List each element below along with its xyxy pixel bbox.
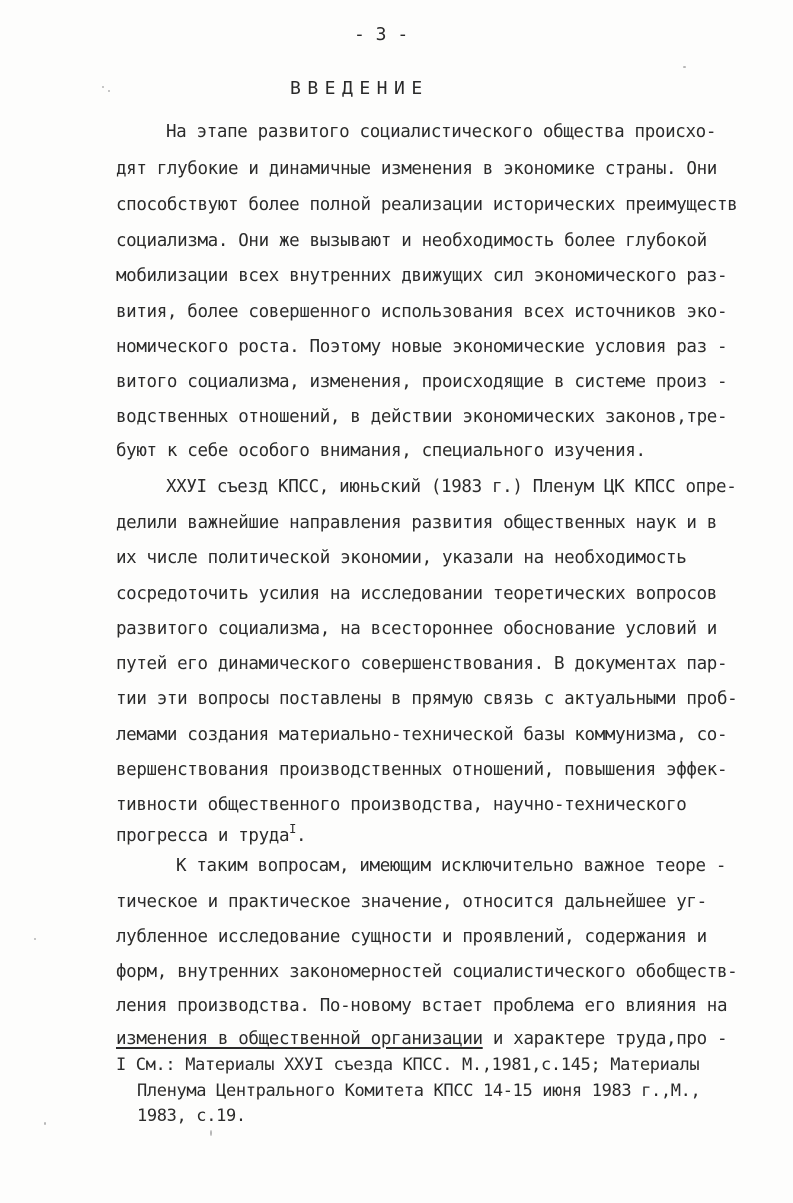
text-line: вершенствования производственных отношений, повышения эффек- — [116, 760, 728, 780]
scan-speck — [44, 1122, 46, 1125]
text-line: номического роста. Поэтому новые экономические условия раз - — [116, 337, 728, 357]
footnote-marker: I — [289, 822, 297, 836]
text-line: витого социализма, изменения, происходящие в системе произ - — [116, 372, 728, 392]
text-line: К таким вопросам, имеющим исключительно важное теоре - — [176, 856, 727, 876]
text-line-underlined — [116, 1029, 727, 1049]
scan-speck — [108, 90, 110, 92]
scan-speck — [102, 86, 104, 88]
text-line: На этапе развитого социалистического общества происхо- — [166, 122, 717, 142]
text-line: сосредоточить усилия на исследовании теоретических вопросов — [116, 584, 717, 604]
text-line: ХХУI съезд КПСС, июньский (1983 г.) Пленум ЦК КПСС опре- — [166, 477, 737, 497]
scan-speck — [683, 66, 686, 68]
text-line: развитого социализма, на всестороннее обоснование условий и — [116, 619, 717, 639]
text-line: лубленное исследование сущности и проявлений, содержания и — [116, 927, 707, 947]
underlined-text: изменения в общественной организации — [116, 1029, 483, 1049]
text-line: способствуют более полной реализации исторических преимуществ — [116, 195, 738, 215]
text-fragment: и характере труда,про - — [482, 1029, 728, 1049]
text-line: путей его динамического совершенствования. В документах пар- — [116, 654, 728, 674]
text-line: их числе политической экономии, указали на необходимость — [116, 548, 687, 568]
text-line: дят глубокие и динамичные изменения в экономике страны. Они — [116, 159, 717, 179]
text-line: тии эти вопросы поставлены в прямую связь с актуальными проб- — [116, 689, 738, 709]
text-line: тивности общественного производства, научно-технического — [116, 795, 687, 815]
text-line: социализма. Они же вызывают и необходимость более глубокой — [116, 231, 707, 251]
footnote-line: I См.: Материалы ХХУI съезда КПСС. М.,1981,с.145; Материалы — [116, 1055, 700, 1075]
text-line: водственных отношений, в действии экономических законов,тре- — [116, 407, 728, 427]
page-number: - 3 - — [354, 24, 409, 45]
text-line: лемами создания материально-технической базы коммунизма, со- — [116, 725, 728, 745]
text-line: буют к себе особого внимания, специального изучения. — [116, 441, 646, 461]
text-line: вития, более совершенного использования всех источников эко- — [116, 302, 728, 322]
text-line: форм, внутренних закономерностей социалистического обобществ- — [116, 962, 738, 982]
text-fragment: прогресса и труда — [116, 826, 290, 846]
text-line: мобилизации всех внутренних движущих сил экономического раз- — [116, 266, 728, 286]
text-line-with-footnote — [116, 822, 307, 847]
text-line: тическое и практическое значение, относится дальнейшее уг- — [116, 892, 707, 912]
text-fragment: . — [296, 826, 307, 846]
scan-speck — [210, 1130, 212, 1136]
footnote-line: 1983, с.19. — [137, 1106, 246, 1126]
footnote-line: Пленума Центрального Комитета КПСС 14-15 июня 1983 г.,М., — [137, 1081, 701, 1101]
page-title: ВВЕДЕНИЕ — [290, 78, 429, 99]
text-line: делили важнейшие направления развития общественных наук и в — [116, 513, 717, 533]
text-line: ления производства. По-новому встает проблема его влияния на — [116, 996, 728, 1016]
scan-speck — [34, 938, 36, 940]
